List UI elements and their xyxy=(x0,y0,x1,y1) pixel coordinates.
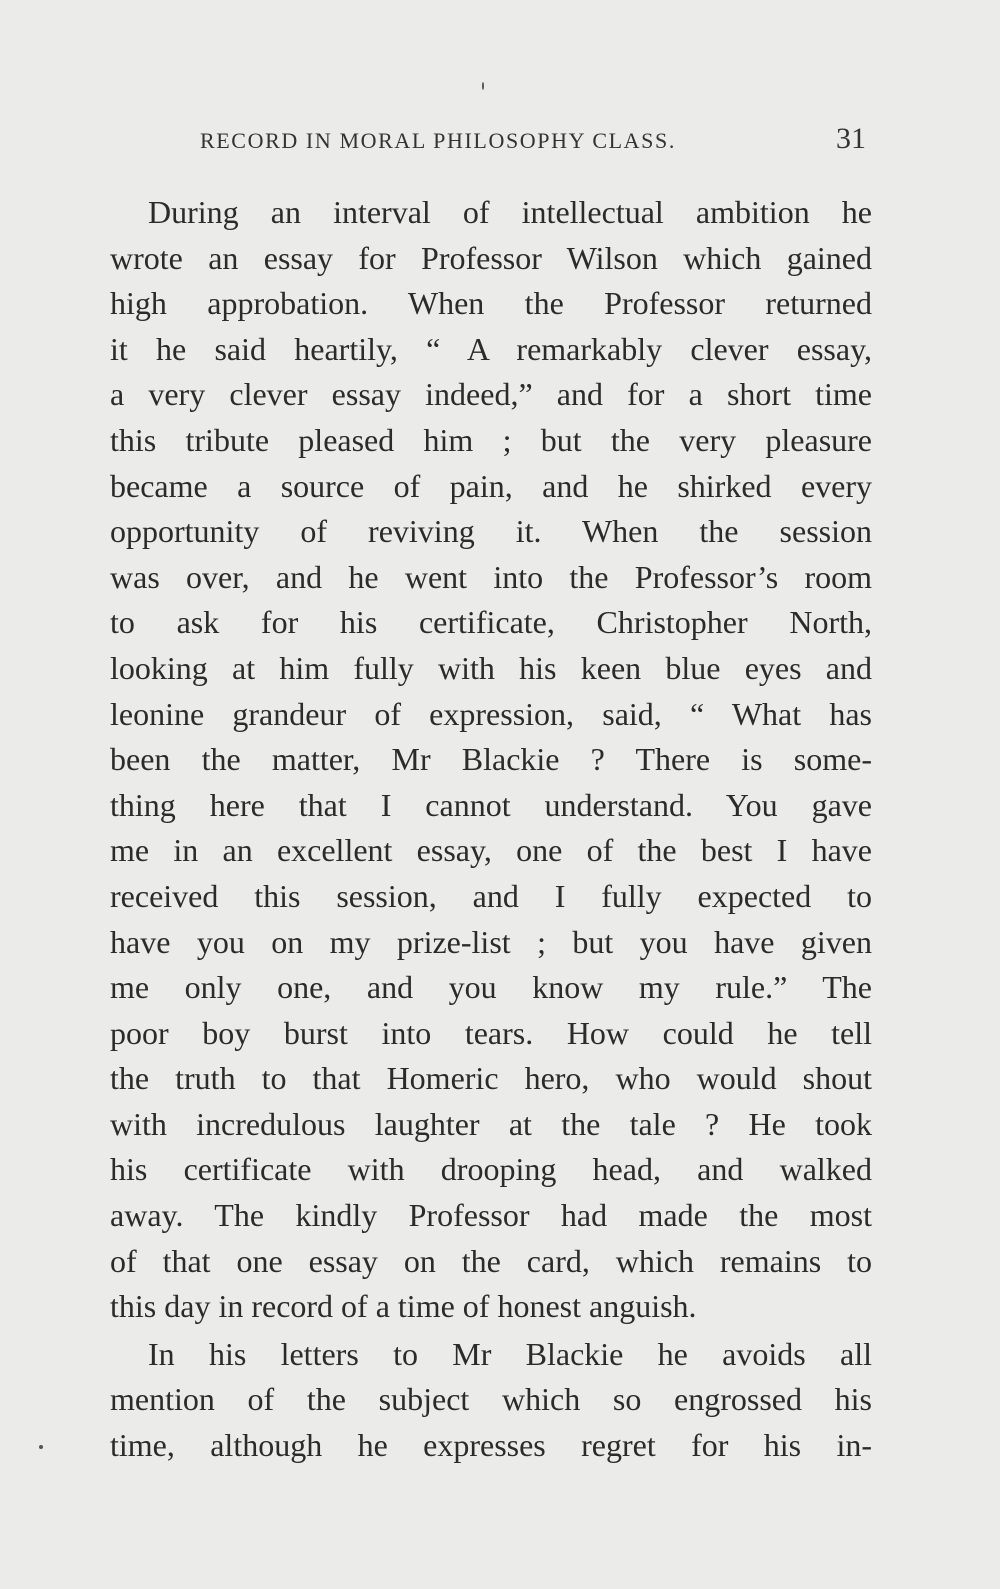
text-line: to ask for his certificate, Christopher North, xyxy=(110,604,872,641)
text-line: time, although he expresses regret for his in- xyxy=(110,1427,872,1464)
text-line: have you on my prize-list ; but you have given xyxy=(110,923,872,960)
body-text xyxy=(110,190,872,1469)
ink-speck-top xyxy=(482,82,484,90)
text-line: me only one, and you know my rule.” The xyxy=(110,969,872,1006)
text-line: it he said heartily, “ A remarkably clever essay, xyxy=(110,330,872,367)
text-line: leonine grandeur of expression, said, “ What has xyxy=(110,695,872,732)
text-line: received this session, and I fully expected to xyxy=(110,877,872,914)
text-line: became a source of pain, and he shirked every xyxy=(110,467,872,504)
text-line: this tribute pleased him ; but the very pleasure xyxy=(110,421,872,458)
text-line: was over, and he went into the Professor’s room xyxy=(110,558,872,595)
text-line: been the matter, Mr Blackie ? There is some- xyxy=(110,741,872,778)
text-line: high approbation. When the Professor returned xyxy=(110,285,872,322)
text-line: In his letters to Mr Blackie he avoids all xyxy=(148,1335,872,1372)
text-line: poor boy burst into tears. How could he tell xyxy=(110,1014,872,1051)
text-line: me in an excellent essay, one of the best I have xyxy=(110,832,872,869)
text-line: a very clever essay indeed,” and for a short time xyxy=(110,376,872,413)
paragraph-2 xyxy=(110,1332,872,1469)
text-line: with incredulous laughter at the tale ? He took xyxy=(110,1105,872,1142)
running-title: RECORD IN MORAL PHILOSOPHY CLASS. xyxy=(200,128,676,153)
text-line: thing here that I cannot understand. You gave xyxy=(110,786,872,823)
text-line: opportunity of reviving it. When the session xyxy=(110,513,872,550)
text-line: looking at him fully with his keen blue eyes and xyxy=(110,649,872,686)
text-line: During an interval of intellectual ambition he xyxy=(148,194,872,230)
text-line: of that one essay on the card, which remains to xyxy=(110,1242,872,1279)
page-number: 31 xyxy=(836,122,866,155)
text-line: mention of the subject which so engrossed his xyxy=(110,1381,872,1418)
text-line: wrote an essay for Professor Wilson which gained xyxy=(110,239,872,276)
ink-speck-margin xyxy=(39,1445,43,1449)
text-line: away. The kindly Professor had made the most xyxy=(110,1197,872,1234)
text-line: the truth to that Homeric hero, who would shout xyxy=(110,1060,872,1097)
text-line: his certificate with drooping head, and walked xyxy=(110,1151,872,1188)
paragraph-1 xyxy=(110,190,872,1330)
text-line: this day in record of a time of honest anguish. xyxy=(110,1288,697,1325)
